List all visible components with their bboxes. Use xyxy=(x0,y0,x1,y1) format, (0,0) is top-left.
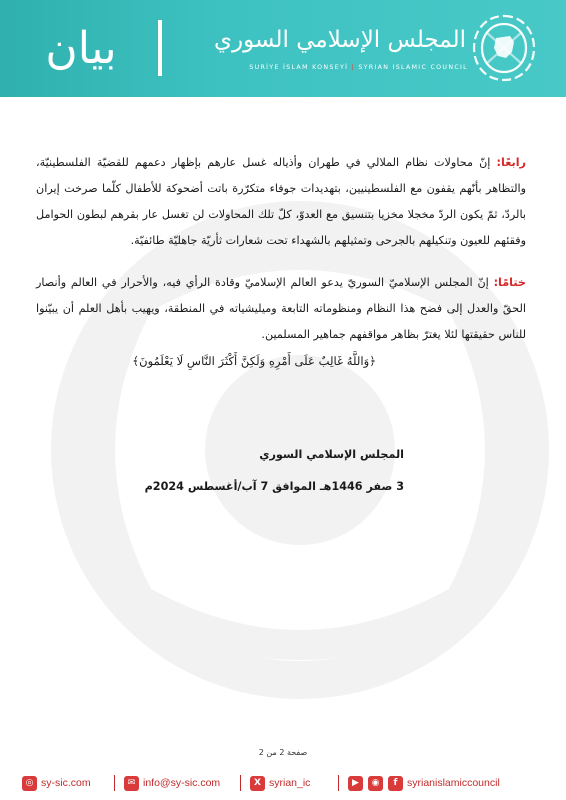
paragraph-conclusion xyxy=(36,270,526,348)
footer-divider xyxy=(114,775,115,791)
social-handle: syrianislamiccouncil xyxy=(407,777,500,789)
council-name-arabic: المجلس الإسلامي السوري xyxy=(213,27,466,53)
instagram-icon[interactable]: ◉ xyxy=(368,776,383,791)
paragraph-text: إنّ محاولات نظام الملالي في طهران وأذياله غسل عارهم بإظهار دعمهم للقضيّة الفلسطينيّة، والتظاهر بأنّهم يقفون مع الفلسطينيين، بتهديدات جوفاء متكرّرة باتت أضحوكة للأطفال كلّما صرخت إيران بالردّ، ثمّ يكون الردّ مخجلا مخزيا بتنسيق مع العدوّ، كلّ تلك المحاولات لن تغسل عار بقرهم لبطون الحوامل وفقئهم للعيون وتنكيلهم بالجرحى وتمثيلهم بالشهداء تحت شعارات ثأريّة جاهليّة طائفيّة. xyxy=(36,156,526,247)
signature-block xyxy=(36,444,404,500)
email-icon: ✉ xyxy=(124,776,139,791)
twitter-link[interactable] xyxy=(250,772,310,794)
paragraph-text: إنّ المجلس الإسلاميّ السوريّ يدعو العالم الإسلاميّ وقادة الرأي فيه، والأحرار في العالم وأنصار الحقّ والعدل إلى فضح هذا النظام ومنظوماته التابعة وميليشياته في المنطقة، ويهيب بأهل العلم أن يبيّنوا للناس حقيقتها لئلا يغترّ بظاهر مواقفهم جماهير المسلمين. xyxy=(36,276,526,341)
youtube-icon[interactable]: ▶ xyxy=(348,776,363,791)
council-name-turkish: SURİYE İSLAM KONSEYİ xyxy=(249,64,349,71)
footer-divider xyxy=(338,775,339,791)
paragraph-lead: ختامًا: xyxy=(493,276,526,289)
issue-date: 3 صفر 1446هـ الموافق 7 آب/أغسطس 2024م xyxy=(144,480,404,493)
website-text: sy-sic.com xyxy=(41,777,91,789)
statement-title: بيان xyxy=(45,23,117,74)
header-banner xyxy=(0,0,566,97)
paragraph-fourth xyxy=(36,150,526,254)
council-logo-icon xyxy=(470,12,538,84)
globe-icon: ◎ xyxy=(22,776,37,791)
x-icon: X xyxy=(250,776,265,791)
social-links[interactable] xyxy=(348,772,500,794)
footer-divider xyxy=(240,775,241,791)
email-link[interactable] xyxy=(124,772,220,794)
email-text: info@sy-sic.com xyxy=(143,777,221,789)
footer-contacts xyxy=(0,766,566,800)
page-number: صفحة 2 من 2 xyxy=(258,748,308,757)
name-separator: | xyxy=(351,64,356,71)
website-link[interactable] xyxy=(22,772,91,794)
quran-verse: ﴿وَاللَّهُ غَالِبٌ عَلَى أَمْرِهِ وَلَكِنَّ أَكْثَرَ النَّاسِ لَا يَعْلَمُونَ﴾ xyxy=(132,354,376,368)
twitter-handle: syrian_ic xyxy=(269,777,311,789)
header-divider xyxy=(158,20,162,76)
council-name-latin xyxy=(198,62,468,74)
signatory-name: المجلس الإسلامي السوري xyxy=(259,448,404,461)
council-name-english: SYRIAN ISLAMIC COUNCIL xyxy=(358,64,468,71)
statement-body xyxy=(36,150,526,374)
facebook-icon[interactable]: f xyxy=(388,776,403,791)
paragraph-lead: رابعًا: xyxy=(496,156,526,169)
